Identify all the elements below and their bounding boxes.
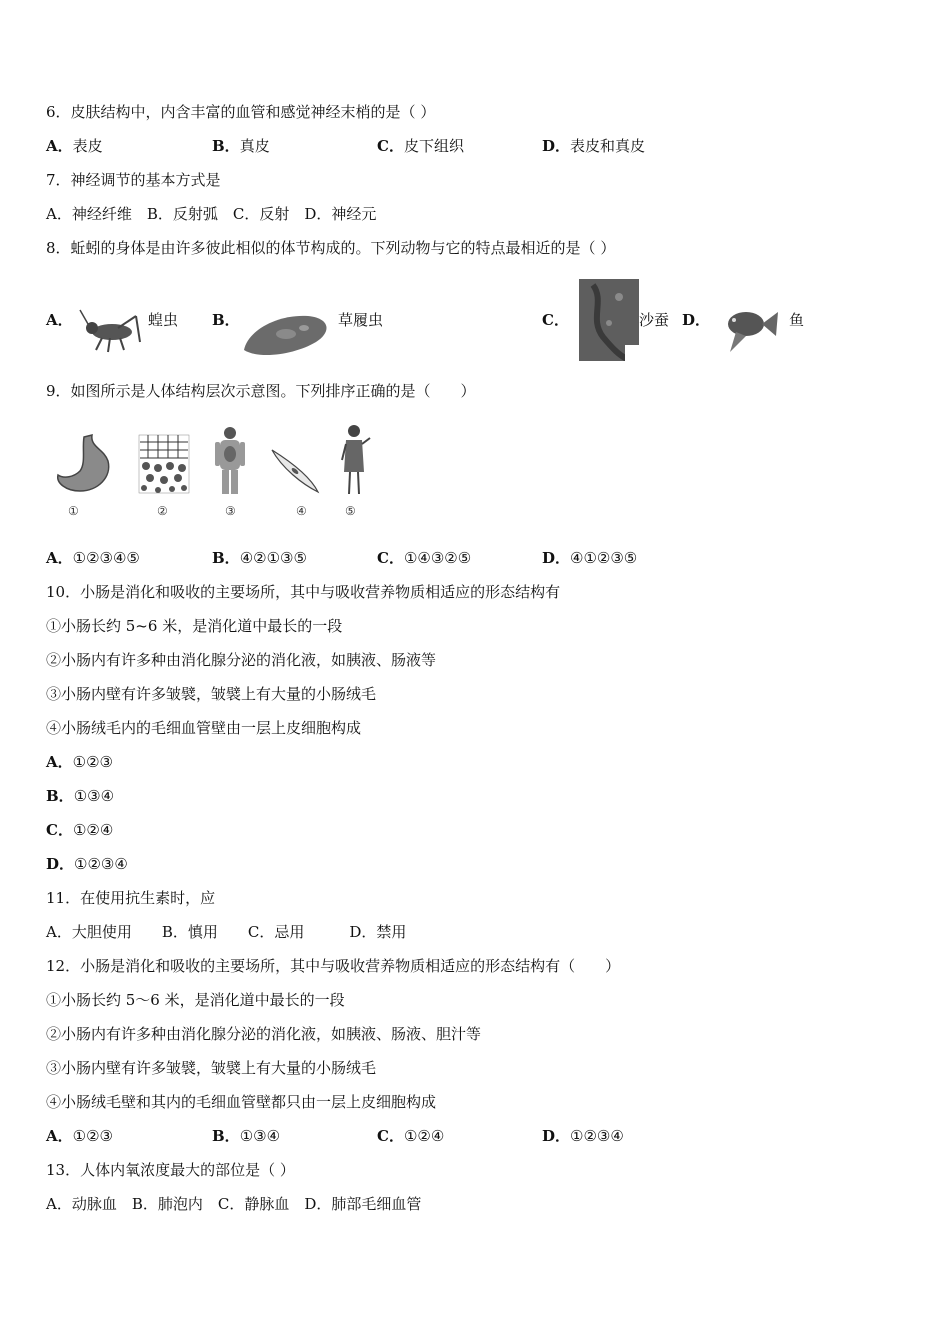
q12-stem: 12．小肠是消化和吸收的主要场所，其中与吸收营养物质相适应的形态结构有（ ） xyxy=(46,957,621,975)
q9-figure-label-2: ② xyxy=(157,504,168,518)
q8-stem: 8．蚯蚓的身体是由许多彼此相似的体节构成的。下列动物与它的特点最相近的是（ ） xyxy=(46,239,616,257)
q10-item-1: ①小肠长约 5~6 米，是消化道中最长的一段 xyxy=(46,617,343,635)
q12-option-b: B．①③④ xyxy=(212,1127,281,1145)
q10-item-3: ③小肠内壁有许多皱襞，皱襞上有大量的小肠绒毛 xyxy=(46,685,377,703)
human-figure-icon xyxy=(340,424,372,498)
paramecium-icon xyxy=(238,308,334,360)
q9-option-d: D．④①②③⑤ xyxy=(542,549,638,567)
q9-figure-label-4: ④ xyxy=(296,504,307,518)
q10-item-4: ④小肠绒毛内的毛细血管壁由一层上皮细胞构成 xyxy=(46,719,362,737)
cell-icon xyxy=(270,446,320,494)
locust-icon xyxy=(78,306,144,354)
q8-option-c-text: 沙蚕 xyxy=(639,311,670,329)
q6-option-c: C．皮下组织 xyxy=(377,137,464,155)
q8-option-d-text: 鱼 xyxy=(789,311,805,329)
q9-figure-label-5: ⑤ xyxy=(345,504,356,518)
q11-options: A．大胆使用 B．慎用 C．忌用 D．禁用 xyxy=(46,923,407,941)
q12-option-a: A．①②③ xyxy=(46,1127,113,1145)
q10-option-b: B．①③④ xyxy=(46,787,115,805)
q8-option-a-letter: A． xyxy=(46,311,73,329)
q12-item-2: ②小肠内有许多种由消化腺分泌的消化液，如胰液、肠液、胆汁等 xyxy=(46,1025,482,1043)
q13-stem: 13．人体内氧浓度最大的部位是（ ） xyxy=(46,1161,295,1179)
q10-item-2: ②小肠内有许多种由消化腺分泌的消化液，如胰液、肠液等 xyxy=(46,651,437,669)
q7-stem: 7．神经调节的基本方式是 xyxy=(46,171,221,189)
q9-option-a: A．①②③④⑤ xyxy=(46,549,140,567)
q10-stem: 10．小肠是消化和吸收的主要场所，其中与吸收营养物质相适应的形态结构有 xyxy=(46,583,561,601)
q9-stem: 9．如图所示是人体结构层次示意图。下列排序正确的是（ ） xyxy=(46,382,476,400)
fish-icon xyxy=(716,302,780,354)
tissue-icon xyxy=(138,434,190,494)
q10-option-c: C．①②④ xyxy=(46,821,114,839)
q12-item-1: ①小肠长约 5～6 米，是消化道中最长的一段 xyxy=(46,991,345,1009)
stomach-icon xyxy=(52,433,116,495)
q10-option-d: D．①②③④ xyxy=(46,855,128,873)
q6-stem: 6．皮肤结构中，内含丰富的血管和感觉神经末梢的是（ ） xyxy=(46,103,436,121)
q10-option-a: A．①②③ xyxy=(46,753,113,771)
q9-figure-label-1: ① xyxy=(68,504,79,518)
q12-item-3: ③小肠内壁有许多皱襞，皱襞上有大量的小肠绒毛 xyxy=(46,1059,377,1077)
q12-item-4: ④小肠绒毛壁和其内的毛细血管壁都只由一层上皮细胞构成 xyxy=(46,1093,437,1111)
q8-option-a-text: 蝗虫 xyxy=(148,311,179,329)
q9-figure-label-3: ③ xyxy=(225,504,236,518)
q8-option-b-text: 草履虫 xyxy=(338,311,384,329)
q8-option-c-letter: C． xyxy=(542,311,569,329)
q8-option-b-letter: B． xyxy=(212,311,240,329)
q9-option-c: C．①④③②⑤ xyxy=(377,549,472,567)
q13-options: A．动脉血 B．肺泡内 C．静脉血 D．肺部毛细血管 xyxy=(46,1195,422,1213)
clam-worm-icon xyxy=(579,279,639,361)
q6-option-a: A．表皮 xyxy=(46,137,103,155)
q6-option-b: B．真皮 xyxy=(212,137,270,155)
q6-option-d: D．表皮和真皮 xyxy=(542,137,646,155)
q9-option-b: B．④②①③⑤ xyxy=(212,549,307,567)
q7-options: A．神经纤维 B．反射弧 C．反射 D．神经元 xyxy=(46,205,377,223)
q12-option-d: D．①②③④ xyxy=(542,1127,624,1145)
q8-option-d-letter: D． xyxy=(682,311,711,329)
human-system-icon xyxy=(212,426,248,496)
q12-option-c: C．①②④ xyxy=(377,1127,445,1145)
q11-stem: 11．在使用抗生素时，应 xyxy=(46,889,216,907)
